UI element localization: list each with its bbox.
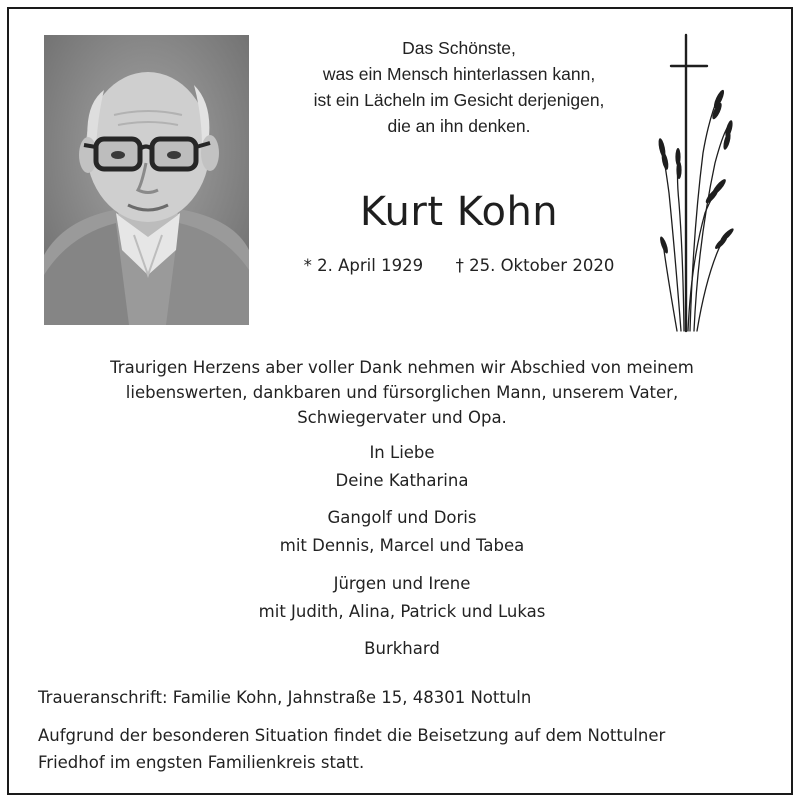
birth-date: * 2. April 1929 [303, 256, 424, 275]
signature-group-gangolf [9, 504, 795, 560]
cross-with-grain-icon [657, 33, 737, 333]
poem-line: was ein Mensch hinterlassen kann, [322, 64, 596, 84]
signature-group-wife [9, 439, 795, 495]
poem-line: ist ein Lächeln im Gesicht derjenigen, [313, 90, 605, 110]
notice-line: Friedhof im engsten Familienkreis statt. [38, 753, 365, 772]
mourning-address: Traueranschrift: Familie Kohn, Jahnstraße 15, 48301 Nottuln [38, 688, 532, 707]
signature-line: Gangolf und Doris [327, 508, 477, 527]
obituary-card [7, 7, 793, 795]
signature-line: mit Dennis, Marcel und Tabea [279, 536, 525, 555]
notice-line: Aufgrund der besonderen Situation findet die Beisetzung auf dem Nottulner [38, 726, 666, 745]
message-line: Traurigen Herzens aber voller Dank nehmen wir Abschied von meinem [110, 358, 694, 377]
deceased-name: Kurt Kohn [359, 189, 559, 235]
signature-line: Jürgen und Irene [333, 574, 471, 593]
life-dates [249, 256, 669, 275]
poem [249, 35, 669, 139]
signature-group-juergen [9, 570, 795, 626]
signature-line: Deine Katharina [335, 471, 469, 490]
signature-line: mit Judith, Alina, Patrick und Lukas [258, 602, 546, 621]
message-line: liebenswerten, dankbaren und fürsorglichen Mann, unserem Vater, [125, 383, 679, 402]
farewell-message [9, 355, 795, 430]
signature-group-burkhard [9, 635, 795, 663]
portrait-photo [44, 35, 249, 325]
poem-line: Das Schönste, [402, 38, 516, 58]
poem-line: die an ihn denken. [387, 116, 531, 136]
signature-line: In Liebe [369, 443, 435, 462]
death-date: † 25. Oktober 2020 [455, 256, 615, 275]
message-line: Schwiegervater und Opa. [297, 408, 507, 427]
signature-line: Burkhard [364, 639, 440, 658]
portrait-illustration [44, 35, 249, 325]
burial-notice [38, 722, 778, 776]
